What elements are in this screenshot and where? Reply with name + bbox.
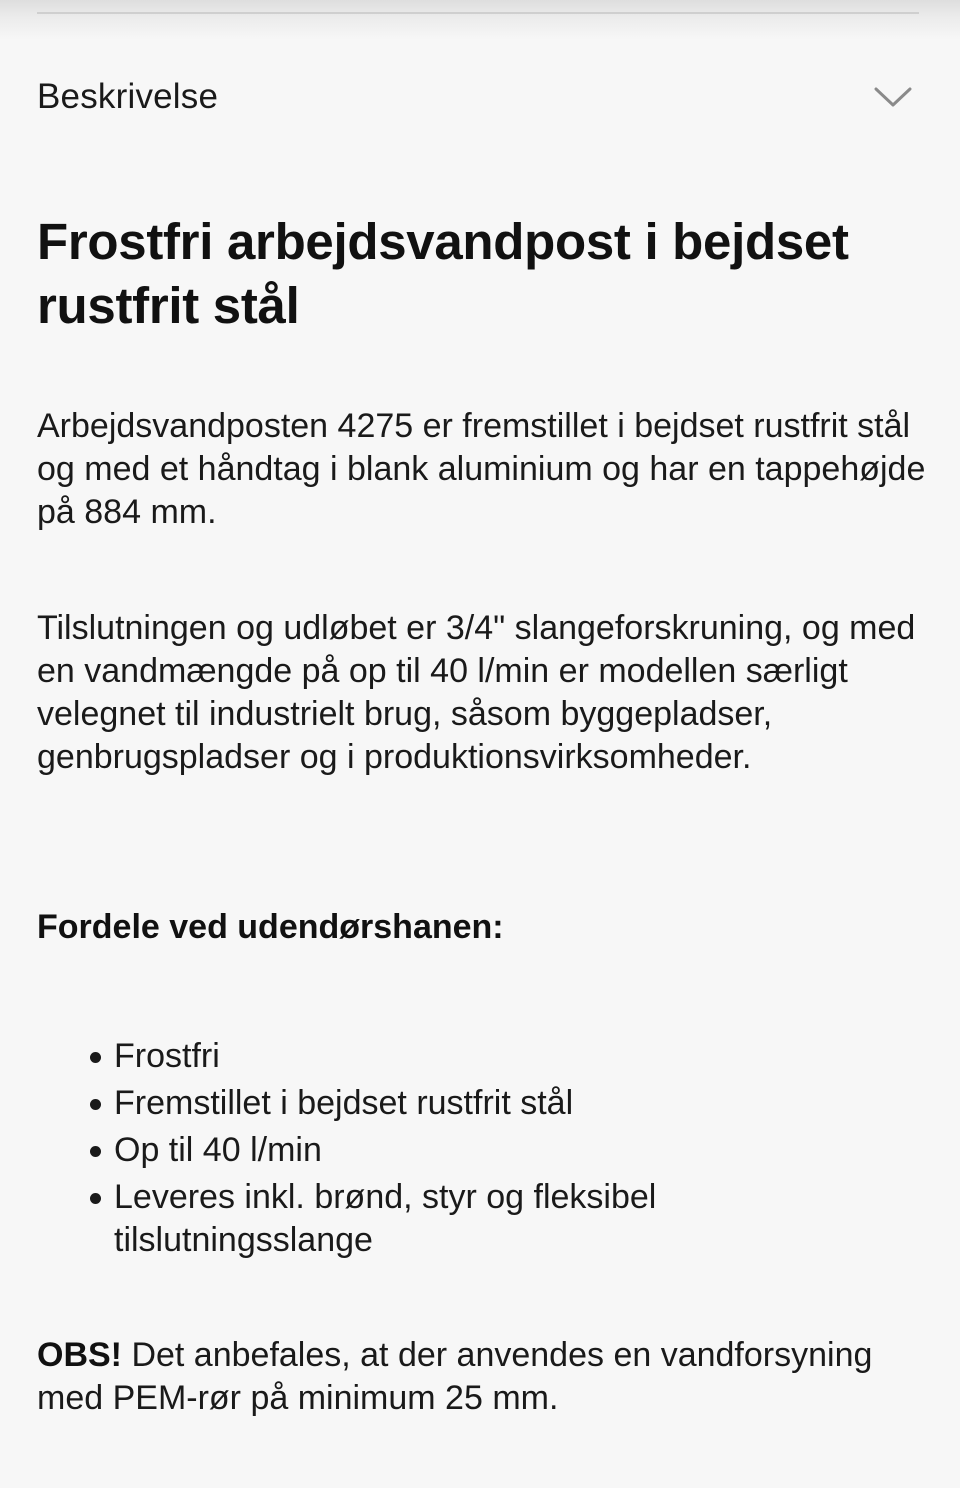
- list-item-text: Frostfri: [114, 1037, 220, 1075]
- obs-text: Det anbefales, at der anvendes en vandforsyning med PEM-rør på minimum 25 mm.: [37, 1336, 873, 1417]
- advantages-heading: Fordele ved udendørshanen:: [37, 908, 504, 946]
- bullet-icon: [90, 1193, 101, 1204]
- list-item: [86, 1033, 846, 1080]
- description-paragraph-2: Tilslutningen og udløbet er 3/4" slangeforskruning, og med en vandmængde på op til 40 l/min er modellen særligt velegnet til industrielt brug, såsom byggepladser, genbrugspladser og i produktionsvirksomheder.: [37, 609, 916, 776]
- chevron-down-icon[interactable]: [873, 84, 913, 110]
- accordion-title: Beskrivelse: [37, 77, 219, 116]
- list-item: [86, 1080, 846, 1127]
- bullet-icon: [90, 1146, 101, 1157]
- description-paragraph-1: Arbejdsvandposten 4275 er fremstillet i bejdset rustfrit stål og med et håndtag i blank aluminium og har en tappehøjde på 884 mm.: [37, 407, 926, 531]
- section-divider: [37, 12, 919, 14]
- obs-label: OBS!: [37, 1336, 122, 1374]
- bullet-icon: [90, 1052, 101, 1063]
- description-accordion-toggle[interactable]: [37, 64, 919, 130]
- product-heading: Frostfri arbejdsvandpost i bejdset rustfrit stål: [37, 213, 849, 334]
- list-item: [86, 1127, 846, 1174]
- list-item-text: Op til 40 l/min: [114, 1131, 322, 1169]
- list-item-text: Leveres inkl. brønd, styr og fleksibel tilslutningsslange: [114, 1178, 657, 1259]
- list-item-text: Fremstillet i bejdset rustfrit stål: [114, 1084, 574, 1122]
- top-shadow: [0, 0, 960, 40]
- obs-note: [37, 1334, 927, 1420]
- list-item: [86, 1174, 846, 1262]
- bullet-icon: [90, 1099, 101, 1110]
- advantages-list: [86, 1033, 846, 1262]
